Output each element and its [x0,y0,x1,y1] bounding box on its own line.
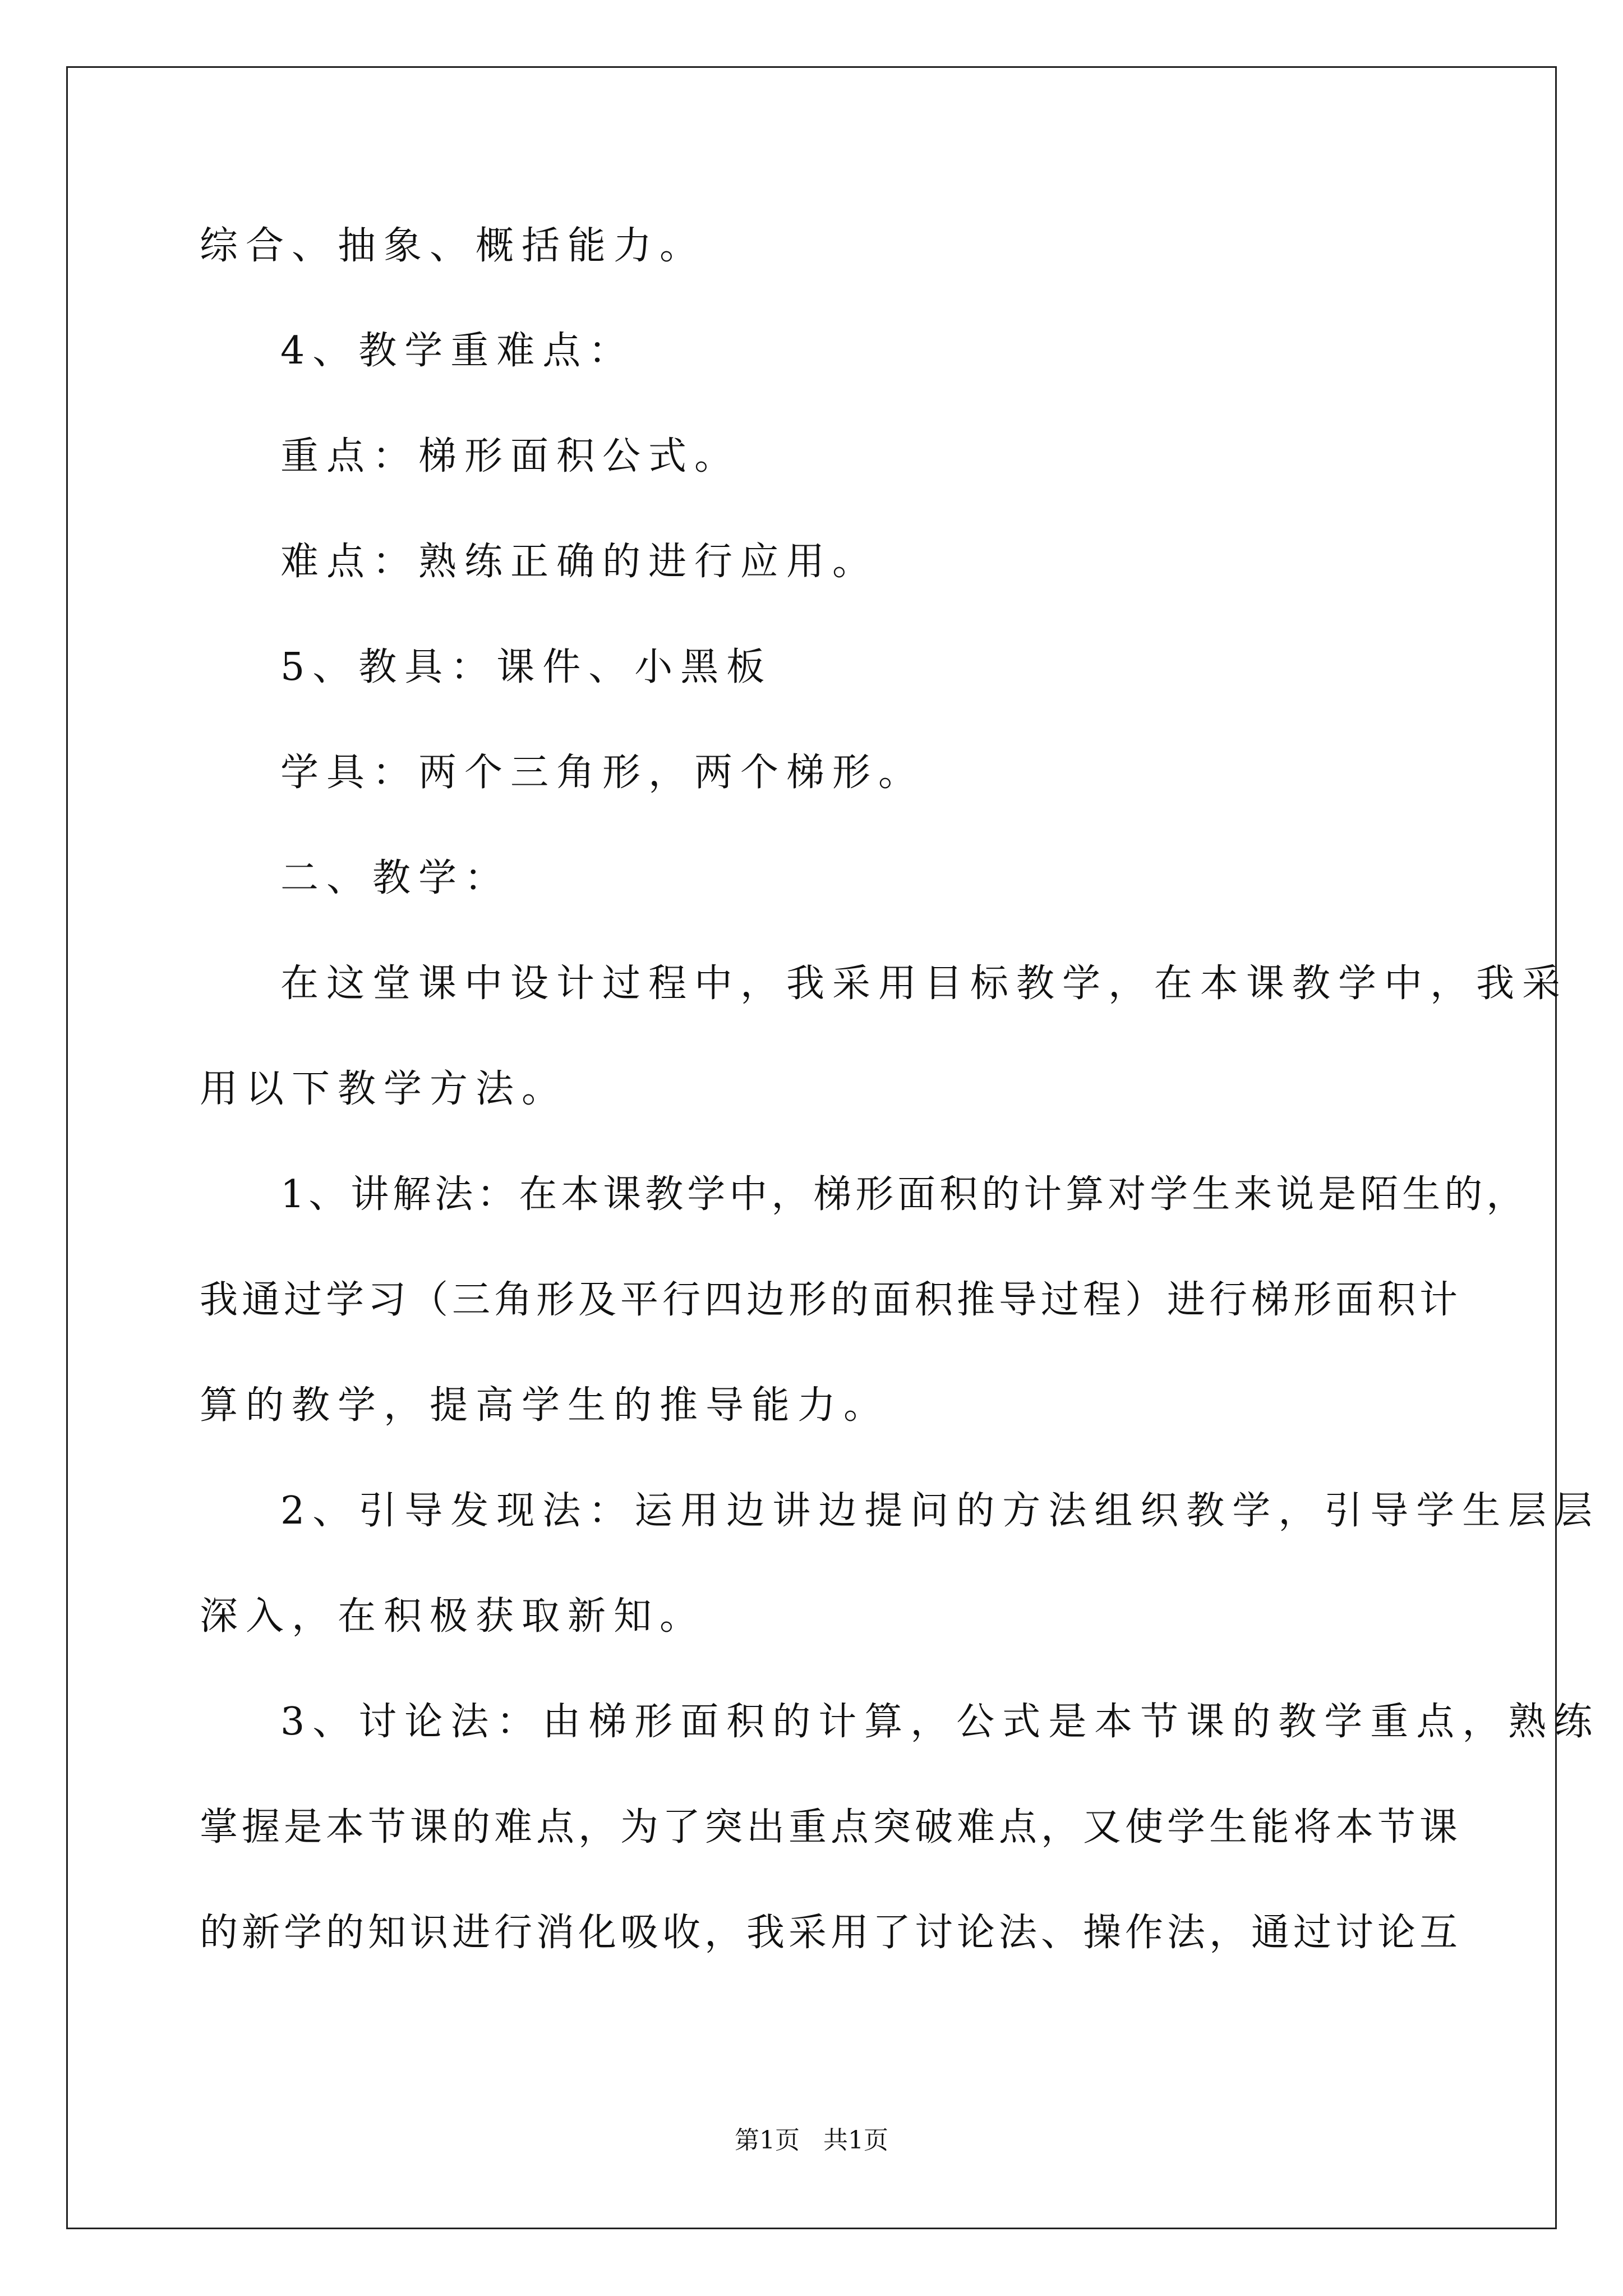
text-line: 3、讨论法：由梯形面积的计算，公式是本节课的教学重点，熟练 [280,1700,1601,1744]
text-line: 二、教学： [280,856,511,900]
text-line: 2、引导发现法：运用边讲边提问的方法组织教学，引导学生层层 [280,1489,1601,1533]
text-line: 5、教具：课件、小黑板 [280,645,773,689]
text-line: 我通过学习（三角形及平行四边形的面积推导过程）进行梯形面积计 [200,1278,1462,1322]
text-line: 用以下教学方法。 [200,1067,568,1111]
text-line: 算的教学，提高学生的推导能力。 [200,1383,890,1428]
text-line: 学具：两个三角形，两个梯形。 [280,751,925,795]
text-line: 掌握是本节课的难点，为了突出重点突破难点，又使学生能将本节课 [200,1805,1462,1849]
page-number-footer: 第1页 共1页 [735,2126,888,2155]
text-line: 综合、抽象、概括能力。 [200,224,706,268]
page-border [66,66,1557,2229]
text-line: 4、教学重难点： [280,329,635,373]
text-line: 1、讲解法：在本课教学中，梯形面积的计算对学生来说是陌生的， [280,1172,1529,1217]
text-line: 的新学的知识进行消化吸收，我采用了讨论法、操作法，通过讨论互 [200,1911,1462,1955]
text-line: 深入，在积极获取新知。 [200,1594,706,1639]
text-line: 重点：梯形面积公式。 [280,434,741,478]
text-line: 难点：熟练正确的进行应用。 [280,540,879,584]
text-line: 在这堂课中设计过程中，我采用目标教学，在本课教学中，我采 [280,961,1569,1006]
